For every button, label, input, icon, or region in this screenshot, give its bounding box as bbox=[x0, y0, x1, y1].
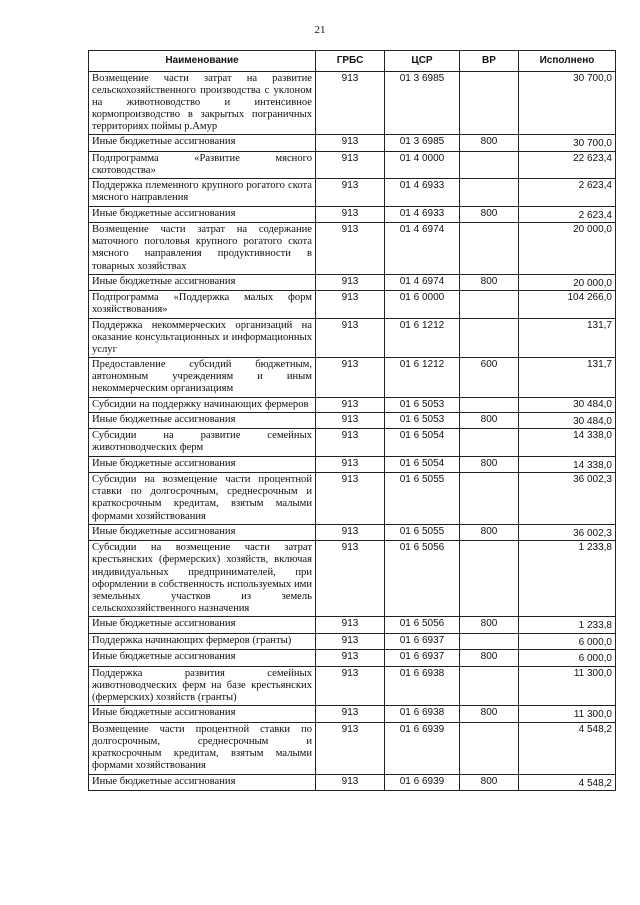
cell-executed: 14 338,0 bbox=[519, 456, 616, 473]
cell-executed: 36 002,3 bbox=[519, 473, 616, 525]
cell-vr bbox=[460, 291, 519, 318]
cell-name: Иные бюджетные ассигнования bbox=[89, 524, 316, 541]
cell-executed: 2 623,4 bbox=[519, 206, 616, 223]
table-row bbox=[89, 473, 616, 525]
cell-csr: 01 6 5055 bbox=[385, 524, 460, 541]
cell-grbs: 913 bbox=[316, 71, 385, 135]
cell-grbs: 913 bbox=[316, 358, 385, 398]
cell-vr: 600 bbox=[460, 358, 519, 398]
cell-name: Иные бюджетные ассигнования bbox=[89, 456, 316, 473]
cell-csr: 01 6 6939 bbox=[385, 722, 460, 774]
cell-executed: 11 300,0 bbox=[519, 706, 616, 723]
cell-name: Иные бюджетные ассигнования bbox=[89, 774, 316, 791]
table-row bbox=[89, 722, 616, 774]
cell-grbs: 913 bbox=[316, 179, 385, 206]
cell-grbs: 913 bbox=[316, 633, 385, 650]
cell-executed: 4 548,2 bbox=[519, 774, 616, 791]
cell-name: Субсидии на развитие семейных животноводческих ферм bbox=[89, 429, 316, 456]
cell-vr bbox=[460, 223, 519, 275]
cell-vr: 800 bbox=[460, 524, 519, 541]
cell-grbs: 913 bbox=[316, 291, 385, 318]
table-row bbox=[89, 633, 616, 650]
cell-vr bbox=[460, 473, 519, 525]
cell-vr bbox=[460, 151, 519, 178]
cell-vr: 800 bbox=[460, 412, 519, 429]
cell-csr: 01 6 5056 bbox=[385, 541, 460, 617]
table-row bbox=[89, 412, 616, 429]
cell-csr: 01 6 1212 bbox=[385, 318, 460, 358]
cell-name: Возмещение части процентной ставки по долгосрочным, среднесрочным и краткосрочным кредитам, взятым малыми формами хозяйствования bbox=[89, 722, 316, 774]
table-row bbox=[89, 135, 616, 152]
cell-grbs: 913 bbox=[316, 541, 385, 617]
table-row bbox=[89, 541, 616, 617]
cell-name: Субсидии на возмещение части процентной ставки по долгосрочным, среднесрочным и краткосрочным кредитам, взятым малыми формами хозяйствования bbox=[89, 473, 316, 525]
cell-csr: 01 4 6974 bbox=[385, 274, 460, 291]
cell-vr bbox=[460, 633, 519, 650]
cell-csr: 01 4 6974 bbox=[385, 223, 460, 275]
cell-name: Возмещение части затрат на содержание маточного поголовья крупного рогатого скота мясного направления продуктивности в товарных хозяйствах bbox=[89, 223, 316, 275]
cell-grbs: 913 bbox=[316, 456, 385, 473]
cell-csr: 01 6 5054 bbox=[385, 456, 460, 473]
cell-executed: 4 548,2 bbox=[519, 722, 616, 774]
cell-vr: 800 bbox=[460, 456, 519, 473]
cell-csr: 01 6 0000 bbox=[385, 291, 460, 318]
cell-name: Субсидии на поддержку начинающих фермеров bbox=[89, 397, 316, 412]
table-row bbox=[89, 397, 616, 412]
table-row bbox=[89, 429, 616, 456]
cell-executed: 30 484,0 bbox=[519, 397, 616, 412]
cell-csr: 01 3 6985 bbox=[385, 71, 460, 135]
cell-vr bbox=[460, 318, 519, 358]
cell-executed: 30 700,0 bbox=[519, 71, 616, 135]
cell-grbs: 913 bbox=[316, 429, 385, 456]
table-row bbox=[89, 456, 616, 473]
cell-executed: 6 000,0 bbox=[519, 650, 616, 667]
cell-vr bbox=[460, 541, 519, 617]
cell-grbs: 913 bbox=[316, 223, 385, 275]
table-row bbox=[89, 666, 616, 706]
cell-vr: 800 bbox=[460, 274, 519, 291]
cell-vr bbox=[460, 666, 519, 706]
column-header-grbs: ГРБС bbox=[316, 51, 385, 72]
cell-executed: 36 002,3 bbox=[519, 524, 616, 541]
cell-grbs: 913 bbox=[316, 706, 385, 723]
cell-csr: 01 6 6937 bbox=[385, 633, 460, 650]
cell-vr: 800 bbox=[460, 135, 519, 152]
cell-csr: 01 6 5055 bbox=[385, 473, 460, 525]
cell-csr: 01 3 6985 bbox=[385, 135, 460, 152]
table-row bbox=[89, 318, 616, 358]
cell-executed: 30 700,0 bbox=[519, 135, 616, 152]
cell-csr: 01 6 6939 bbox=[385, 774, 460, 791]
cell-name: Поддержка племенного крупного рогатого скота мясного направления bbox=[89, 179, 316, 206]
cell-csr: 01 6 1212 bbox=[385, 358, 460, 398]
column-header-name: Наименование bbox=[89, 51, 316, 72]
cell-name: Иные бюджетные ассигнования bbox=[89, 206, 316, 223]
cell-vr bbox=[460, 429, 519, 456]
table-body bbox=[89, 71, 616, 791]
cell-name: Предоставление субсидий бюджетным, автономным учреждениям и иным некоммерческим организациям bbox=[89, 358, 316, 398]
table-row bbox=[89, 71, 616, 135]
cell-executed: 20 000,0 bbox=[519, 274, 616, 291]
table-row bbox=[89, 291, 616, 318]
cell-vr: 800 bbox=[460, 774, 519, 791]
cell-vr: 800 bbox=[460, 206, 519, 223]
cell-vr: 800 bbox=[460, 650, 519, 667]
cell-csr: 01 6 6938 bbox=[385, 666, 460, 706]
cell-grbs: 913 bbox=[316, 397, 385, 412]
cell-csr: 01 6 6937 bbox=[385, 650, 460, 667]
cell-grbs: 913 bbox=[316, 473, 385, 525]
column-header-vr: ВР bbox=[460, 51, 519, 72]
cell-grbs: 913 bbox=[316, 722, 385, 774]
table-row bbox=[89, 774, 616, 791]
cell-name: Субсидии на возмещение части затрат крестьянских (фермерских) хозяйств, включая индивидуальных предпринимателей, при оформлении в собственность используемых ими земельных участков из земель сельскохозяйственного назначения bbox=[89, 541, 316, 617]
cell-grbs: 913 bbox=[316, 524, 385, 541]
cell-csr: 01 6 5053 bbox=[385, 412, 460, 429]
cell-csr: 01 6 5056 bbox=[385, 617, 460, 634]
cell-grbs: 913 bbox=[316, 318, 385, 358]
cell-name: Иные бюджетные ассигнования bbox=[89, 706, 316, 723]
cell-vr bbox=[460, 179, 519, 206]
cell-name: Возмещение части затрат на развитие сельскохозяйственного производства с уклоном на животноводство и интенсивное кормопроизводство в закрытых пограничных территориях поймы р.Амур bbox=[89, 71, 316, 135]
column-header-csr: ЦСР bbox=[385, 51, 460, 72]
cell-executed: 20 000,0 bbox=[519, 223, 616, 275]
cell-name: Поддержка развития семейных животноводческих ферм на базе крестьянских (фермерских) хозяйств (гранты) bbox=[89, 666, 316, 706]
cell-grbs: 913 bbox=[316, 774, 385, 791]
table-row bbox=[89, 151, 616, 178]
cell-grbs: 913 bbox=[316, 666, 385, 706]
cell-name: Подпрограмма «Поддержка малых форм хозяйствования» bbox=[89, 291, 316, 318]
cell-executed: 6 000,0 bbox=[519, 633, 616, 650]
cell-csr: 01 4 6933 bbox=[385, 206, 460, 223]
cell-csr: 01 6 6938 bbox=[385, 706, 460, 723]
cell-grbs: 913 bbox=[316, 274, 385, 291]
cell-name: Иные бюджетные ассигнования bbox=[89, 412, 316, 429]
cell-executed: 22 623,4 bbox=[519, 151, 616, 178]
cell-executed: 2 623,4 bbox=[519, 179, 616, 206]
cell-executed: 1 233,8 bbox=[519, 617, 616, 634]
table-row bbox=[89, 223, 616, 275]
cell-name: Иные бюджетные ассигнования bbox=[89, 617, 316, 634]
cell-vr bbox=[460, 722, 519, 774]
cell-vr bbox=[460, 397, 519, 412]
cell-name: Подпрограмма «Развитие мясного скотоводства» bbox=[89, 151, 316, 178]
cell-executed: 30 484,0 bbox=[519, 412, 616, 429]
cell-grbs: 913 bbox=[316, 412, 385, 429]
table-row bbox=[89, 179, 616, 206]
cell-csr: 01 4 6933 bbox=[385, 179, 460, 206]
cell-csr: 01 4 0000 bbox=[385, 151, 460, 178]
table-row bbox=[89, 274, 616, 291]
cell-name: Поддержка начинающих фермеров (гранты) bbox=[89, 633, 316, 650]
cell-name: Поддержка некоммерческих организаций на оказание консультационных и информационных услуг bbox=[89, 318, 316, 358]
cell-grbs: 913 bbox=[316, 206, 385, 223]
cell-vr: 800 bbox=[460, 706, 519, 723]
cell-vr: 800 bbox=[460, 617, 519, 634]
cell-csr: 01 6 5053 bbox=[385, 397, 460, 412]
cell-grbs: 913 bbox=[316, 135, 385, 152]
cell-executed: 11 300,0 bbox=[519, 666, 616, 706]
cell-executed: 14 338,0 bbox=[519, 429, 616, 456]
cell-grbs: 913 bbox=[316, 650, 385, 667]
cell-name: Иные бюджетные ассигнования bbox=[89, 135, 316, 152]
table-row bbox=[89, 206, 616, 223]
table-row bbox=[89, 650, 616, 667]
table-row bbox=[89, 358, 616, 398]
table-header-row bbox=[89, 51, 616, 72]
cell-executed: 131,7 bbox=[519, 318, 616, 358]
cell-executed: 131,7 bbox=[519, 358, 616, 398]
column-header-executed: Исполнено bbox=[519, 51, 616, 72]
budget-execution-table bbox=[88, 50, 616, 791]
table-row bbox=[89, 617, 616, 634]
cell-executed: 1 233,8 bbox=[519, 541, 616, 617]
page-number: 21 bbox=[314, 24, 326, 36]
cell-grbs: 913 bbox=[316, 617, 385, 634]
cell-grbs: 913 bbox=[316, 151, 385, 178]
table-row bbox=[89, 706, 616, 723]
cell-name: Иные бюджетные ассигнования bbox=[89, 650, 316, 667]
cell-name: Иные бюджетные ассигнования bbox=[89, 274, 316, 291]
cell-vr bbox=[460, 71, 519, 135]
cell-csr: 01 6 5054 bbox=[385, 429, 460, 456]
cell-executed: 104 266,0 bbox=[519, 291, 616, 318]
table-row bbox=[89, 524, 616, 541]
